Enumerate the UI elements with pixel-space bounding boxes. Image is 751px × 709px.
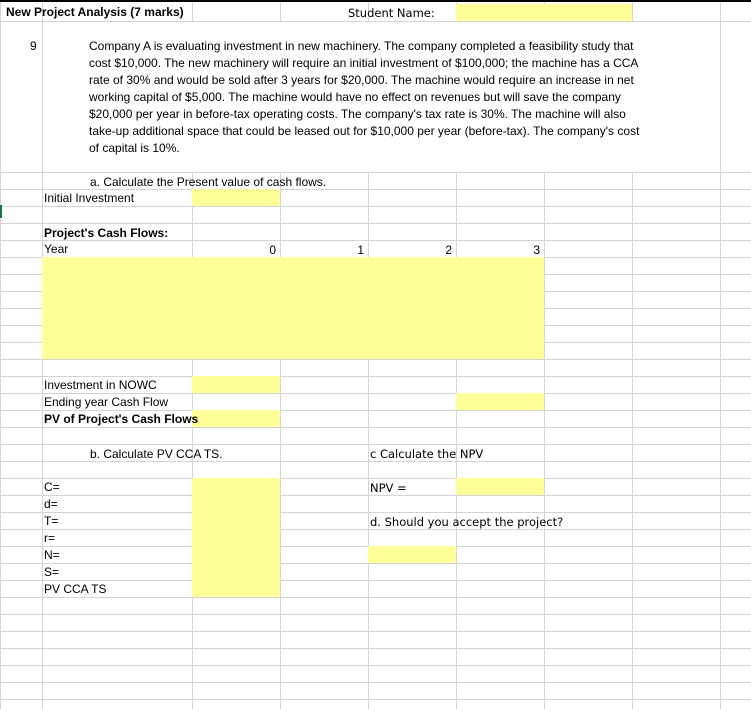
npv-input[interactable]: [456, 478, 544, 495]
sheet-title: New Project Analysis (7 marks): [6, 5, 184, 19]
year-label: Year: [44, 242, 69, 256]
npv-label: NPV =: [370, 481, 407, 495]
question-number: 9: [30, 39, 37, 53]
initial-investment-label: Initial Investment: [44, 191, 135, 205]
pv-cash-flows-input[interactable]: [192, 410, 280, 427]
cash-flow-table-input[interactable]: [42, 257, 544, 359]
cash-flows-heading: Project's Cash Flows:: [44, 226, 169, 240]
year-1: 1: [357, 243, 364, 257]
nowc-input[interactable]: [192, 376, 280, 393]
year-3: 3: [533, 243, 540, 257]
variable-s-label: S=: [44, 565, 60, 579]
question-text: Company A is evaluating investment in new machinery. The company completed a feasibility study that cost $10,000. The new machinery will require an initial investment of $100,000; the machine has a CCA rate of 30% and would be sold after 3 years for $20,000. The machine would require an increase in net working capital of $5,000. The machine would have no effect on revenues but will save the company $20,000 per year in before-tax operating costs. The company's tax rate is 30%. The machine will also take-up additional space that could be leased out for $10,000 per year (before-tax). The company's cost of capital is 10%.: [89, 39, 640, 155]
variable-d-label: d=: [44, 497, 58, 511]
accept-project-input[interactable]: [368, 546, 456, 563]
cca-variables-input[interactable]: [192, 478, 280, 597]
initial-investment-input[interactable]: [192, 189, 280, 206]
year-2: 2: [445, 243, 452, 257]
variable-n-label: N=: [44, 548, 60, 562]
student-name-input[interactable]: [456, 4, 632, 21]
nowc-label: Investment in NOWC: [44, 378, 157, 392]
student-name-label: Student Name:: [348, 6, 435, 20]
variable-c-label: C=: [44, 480, 60, 494]
part-d-heading: d. Should you accept the project?: [370, 515, 564, 529]
part-b-heading: b. Calculate PV CCA TS.: [90, 447, 223, 461]
year-0: 0: [269, 243, 276, 257]
variable-t-label: T=: [44, 514, 59, 528]
part-a-heading: a. Calculate the Present value of cash flows.: [90, 175, 327, 189]
pv-cash-flows-label: PV of Project's Cash Flows: [44, 412, 199, 426]
ending-cash-flow-label: Ending year Cash Flow: [44, 395, 169, 409]
variable-r-label: r=: [44, 531, 56, 545]
top-border: [0, 0, 751, 2]
pv-cca-ts-label: PV CCA TS: [44, 582, 107, 596]
ending-cash-flow-input[interactable]: [456, 393, 544, 410]
row-selection-marker: [0, 205, 2, 218]
part-c-heading: c Calculate the NPV: [370, 447, 484, 461]
